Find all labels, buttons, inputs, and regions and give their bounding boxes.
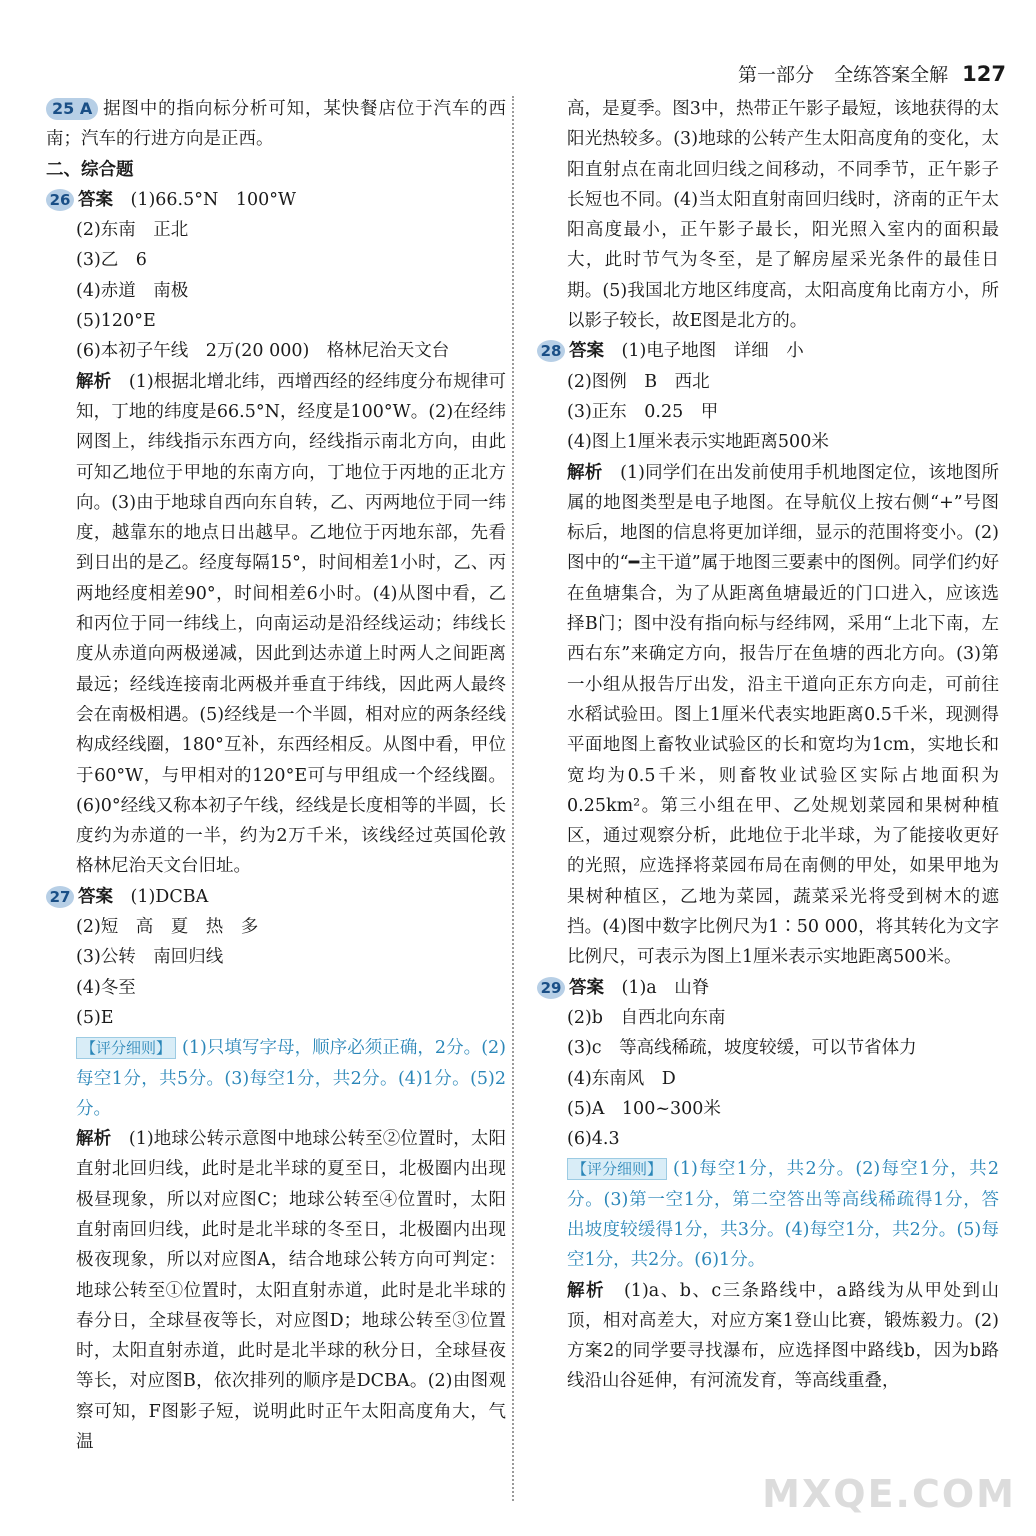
header-section: 第一部分 [738,64,815,86]
q27-number-badge: 27 [46,886,74,908]
q28-number-badge: 28 [537,340,565,362]
q29-number-badge: 29 [537,977,565,999]
q29-scoring-text: (1)每空1分，共2分。(2)每空1分，共2分。(3)第一空1分，第二空答出等高线稀疏得1分，答出坡度较缓得1分，共3分。(4)每空1分，共2分。(5)每空1分，共2分。(6)1分。 [567,1159,999,1271]
q26-a4: (4)赤道 南极 [76,280,189,301]
q26-a3: (3)乙 6 [76,250,147,271]
q28-a3: (3)正东 0.25 甲 [567,401,719,422]
q26-a5: (5)120°E [76,311,156,332]
q26-analysis-text: (1)根据北增北纬，西增西经的经纬度分布规律可知，丁地的纬度是66.5°N，经度是100°W。(2)在经纬网图上，纬线指示东西方向，经线指示南北方向，由此可知乙地位于甲地的东南方向，丁地位于丙地的正北方向。(3)由于地球自西向东自转，乙、丙两地位于同一纬度，越靠东的地点日出越早。乙地位于丙地东部，先看到日出的是乙。经度每隔15°，时间相差1小时，乙、丙两地经度相差90°，时间相差6小时。(4)从图中看，乙和丙位于同一纬线上，向南运动是沿经线运动；纬线长度从赤道向两极递减，因此到达赤道上时两人之间距离最远；经线连接南北两极并垂直于纬线，因此两人最终会在南极相遇。(5)经线是一个半圆，相对应的两条经线构成经线圈，180°互补，东西经相反。从图中看，甲位于60°W，与甲相对的120°E可与甲组成一个经线圈。(6)0°经线又称本初子午线，经线是长度相等的半圆，长度约为赤道的一半，约为2万千米，该线经过英国伦敦格林尼治天文台旧址。 [76,371,507,877]
q29-a1: (1)a 山脊 [621,977,710,998]
q27-a2: (2)短 高 夏 热 多 [76,917,259,938]
q29-answer-heading [537,973,999,1003]
q29-a4: (4)东南风 D [567,1068,676,1089]
q26-a1: (1)66.5°N 100°W [130,189,296,210]
page-number: 127 [962,62,1006,86]
q28-a4: (4)图上1厘米表示实地距离500米 [567,432,829,453]
q27-scoring-rules [46,1033,506,1124]
q26-answer-heading [46,185,506,215]
q28-a1: (1)电子地图 详细 小 [621,341,804,362]
header-title: 全练答案全解 [834,64,949,86]
q28-a2: (2)图例 B 西北 [567,371,710,392]
q28-answer-heading [537,336,999,366]
q29-a3: (3)c 等高线稀疏，坡度较缓，可以节省体力 [567,1038,917,1059]
q25-number-badge: 25 A [46,98,98,120]
q27-analysis-text: (1)地球公转示意图中地球公转至②位置时，太阳直射北回归线，此时是北半球的夏至日，北极圈内出现极昼现象，所以对应图C；地球公转至④位置时，太阳直射南回归线，此时是北半球的冬至日，北极圈内出现极夜现象，所以对应图A，结合地球公转方向可判定：地球公转至①位置时，太阳直射赤道，此时是北半球的春分日，全球昼夜等长，对应图D；地球公转至③位置时，太阳直射赤道，此时是北半球的秋分日，全球昼夜等长，对应图B，依次排列的顺序是DCBA。(2)由图观察可知，F图影子短，说明此时正午太阳高度角大，气温 [76,1129,507,1453]
q28-answer-label: 答案 [569,341,604,362]
page-header [738,60,1006,87]
q27-analysis [46,1124,506,1457]
q25-text: 据图中的指向标分析可知，某快餐店位于汽车的西南；汽车的行进方向是正西。 [46,99,506,150]
q27-answer-heading [46,882,506,912]
q29-analysis-label: 解析 [567,1280,605,1301]
q26-a6: (6)本初子午线 2万(20 000) 格林尼治天文台 [76,341,450,362]
q27-answer-label: 答案 [78,886,113,907]
q27-a1: (1)DCBA [130,886,209,907]
q26-analysis [46,367,506,882]
q29-analysis [537,1276,999,1397]
q26-answer-label: 答案 [78,189,113,210]
q28-analysis-label: 解析 [567,462,603,483]
q29-a2: (2)b 自西北向东南 [567,1007,726,1028]
q29-answer-label: 答案 [569,977,604,998]
q27-scoring-tag: 【评分细则】 [76,1037,176,1059]
column-divider [512,96,514,1501]
left-column [46,94,506,1457]
q29-analysis-text: (1)a、b、c三条路线中，a路线为从甲处到山顶，相对高差大，对应方案1登山比赛，锻炼毅力。(2)方案2的同学要寻找瀑布，应选择图中路线b，因为b路线沿山谷延伸，有河流发育，等高线重叠， [567,1280,999,1392]
q27-analysis-continued: 高，是夏季。图3中，热带正午影子最短，该地获得的太阳光热较多。(3)地球的公转产生太阳高度角的变化，太阳直射点在南北回归线之间移动，不同季节，正午影子长短也不同。(4)当太阳直射南回归线时，济南的正午太阳高度最小，正午影子最长，阳光照入室内的面积最大，此时节气为冬至，是了解房屋采光条件的最佳日期。(5)我国北方地区纬度高，太阳高度角比南方小，所以影子较长，故E图是北方的。 [567,99,999,332]
q29-a5: (5)A 100~300米 [567,1098,721,1119]
q27-analysis-label: 解析 [76,1129,112,1150]
q29-scoring-tag: 【评分细则】 [567,1158,667,1180]
q27-a4: (4)冬至 [76,977,136,998]
q26-analysis-label: 解析 [76,371,112,392]
q27-a3: (3)公转 南回归线 [76,947,224,968]
q27-scoring-text: (1)只填写字母，顺序必须正确，2分。(2)每空1分，共5分。(3)每空1分，共2分。(4)1分。(5)2分。 [76,1038,506,1119]
q27-a5: (5)E [76,1007,114,1028]
q26-number-badge: 26 [46,189,74,211]
right-column [537,94,999,1397]
q28-analysis-text: (1)同学们在出发前使用手机地图定位，该地图所属的地图类型是电子地图。在导航仪上按右侧“+”号图标后，地图的信息将更加详细，显示的范围将变小。(2)图中的“━主干道”属于地图三要素中的图例。同学们约好在鱼塘集合，为了从距离鱼塘最近的门口进入，应该选择B门；图中没有指向标与经纬网，采用“上北下南，左西右东”来确定方向，报告厅在鱼塘的西北方向。(3)第一小组从报告厅出发，沿主干道向正东方向走，可前往水稻试验田。图上1厘米代表实地距离0.5千米，现测得平面地图上畜牧业试验区的长和宽均为1cm，实地长和宽均为0.5千米，则畜牧业试验区实际占地面积为0.25km²。第三小组在甲、乙处规划菜园和果树种植区，通过观察分析，此地位于北半球，为了能接收更好的光照，应选择将菜园布局在南侧的甲处，如果甲地为果树种植区，乙地为菜园，蔬菜采光将受到树木的遮挡。(4)图中数字比例尺为1∶50 000，将其转化为文字比例尺，可表示为图上1厘米表示实地距离500米。 [567,462,1000,968]
q29-a6: (6)4.3 [567,1129,620,1150]
q25-block [46,94,506,155]
q28-analysis [537,458,999,973]
q29-scoring-rules [537,1154,999,1275]
q26-a2: (2)东南 正北 [76,220,189,241]
section-heading: 二、综合题 [46,159,134,180]
watermark-logo: MXQE.COM [762,1472,1016,1516]
